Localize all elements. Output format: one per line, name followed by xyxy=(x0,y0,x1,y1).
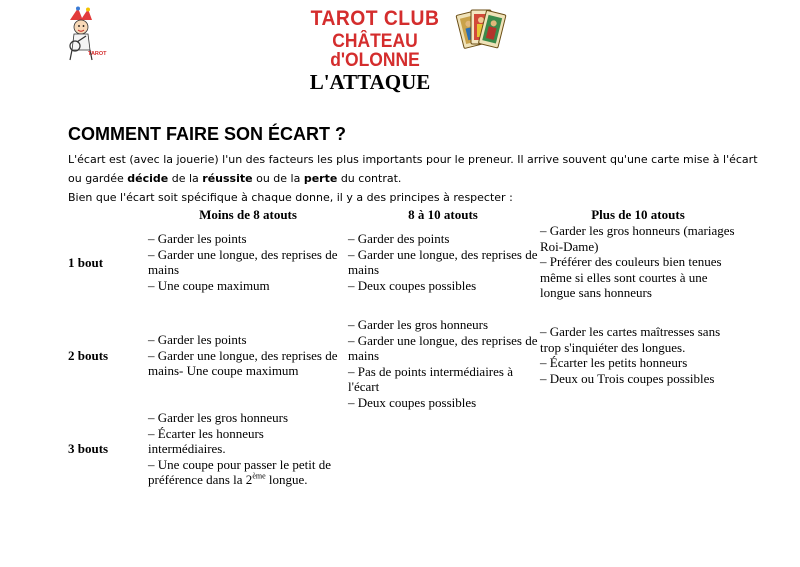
row-header-3-bouts: 3 bouts xyxy=(68,441,109,456)
cell-superscript: ème xyxy=(252,471,266,481)
intro-bold-perte: perte xyxy=(303,172,338,185)
cell-line: – Écarter les honneurs intermédiaires. xyxy=(148,425,264,456)
intro-paragraph xyxy=(68,150,768,207)
cell-text: – Une coupe pour passer le petit de préférence dans la 2 xyxy=(148,456,332,487)
cell-line: – Garder une longue, des reprises de mains xyxy=(348,246,538,277)
row-header-2-bouts: 2 bouts xyxy=(68,348,109,363)
cell-line: – Garder les points xyxy=(148,332,247,347)
intro-bold-decide: décide xyxy=(127,172,169,185)
cell-line: – Garder les gros honneurs (mariages Roi-Dame) xyxy=(540,223,735,254)
tarot-cards-icon xyxy=(455,4,507,60)
cell-line: – Deux coupes possibles xyxy=(348,277,477,293)
cell-line: – Une coupe maximum xyxy=(148,277,270,293)
cell-line: – Deux ou Trois coupes possibles xyxy=(540,370,715,386)
page-title: L'ATTAQUE xyxy=(309,70,431,94)
cell-line: – Garder les gros honneurs xyxy=(148,410,289,425)
cell-line: – Garder les points xyxy=(148,231,247,246)
intro-bold-reussite: réussite xyxy=(202,172,253,185)
club-mascot-logo xyxy=(64,6,110,62)
cell-1bout-less8 xyxy=(148,231,348,293)
cell-2bouts-more10 xyxy=(540,324,735,386)
club-name-line1: TAROT CLUB xyxy=(310,7,440,30)
row-header-1-bout: 1 bout xyxy=(68,255,104,270)
cell-line: – Garder des points xyxy=(348,231,450,246)
intro-text: ou gardée xyxy=(68,172,128,185)
column-header-less-8: Moins de 8 atouts xyxy=(199,207,297,222)
intro-line-3: Bien que l'écart soit spécifique à chaque donne, il y a des principes à respecter : xyxy=(68,191,513,204)
intro-text: ou de la xyxy=(252,172,304,185)
cell-1bout-more10 xyxy=(540,223,735,301)
cell-line: – Garder une longue, des reprises de mains- Une coupe maximum xyxy=(148,347,338,378)
club-name-line2: CHÂTEAU d'OLONNE xyxy=(330,31,420,71)
cell-2bouts-8to10 xyxy=(348,317,538,410)
cell-line: – Écarter les petits honneurs xyxy=(540,355,688,370)
cell-line xyxy=(148,457,343,488)
column-header-8-10: 8 à 10 atouts xyxy=(408,207,478,222)
logo-small-text: TAROT xyxy=(88,51,107,57)
cell-text: longue. xyxy=(265,472,308,487)
intro-line-1: L'écart est (avec la jouerie) l'un des facteurs les plus importants pour le preneur. Il arrive souvent qu'une carte mise à l'écart xyxy=(68,153,758,166)
intro-text: du contrat. xyxy=(337,172,402,185)
cell-line: – Pas de points intermédiaires à l'écart xyxy=(348,363,513,394)
cell-3bouts-less8 xyxy=(148,410,343,488)
cell-1bout-8to10 xyxy=(348,231,538,293)
intro-text: de la xyxy=(168,172,203,185)
cell-line: – Garder les gros honneurs xyxy=(348,317,489,332)
column-header-more-10: Plus de 10 atouts xyxy=(591,207,685,222)
cell-line: – Garder les cartes maîtresses sans trop s'inquiéter des longues. xyxy=(540,324,721,355)
cell-line: – Garder une longue, des reprises de mains xyxy=(348,332,538,363)
cell-line: – Deux coupes possibles xyxy=(348,394,477,410)
intro-line-2 xyxy=(68,169,768,188)
cell-line: – Préférer des couleurs bien tenues même si elles sont courtes à une longue sans honneurs xyxy=(540,254,722,300)
cell-2bouts-less8 xyxy=(148,332,348,379)
cell-line: – Garder une longue, des reprises de mains xyxy=(148,246,338,277)
club-title xyxy=(290,8,460,70)
section-heading: COMMENT FAIRE SON ÉCART ? xyxy=(68,124,346,144)
